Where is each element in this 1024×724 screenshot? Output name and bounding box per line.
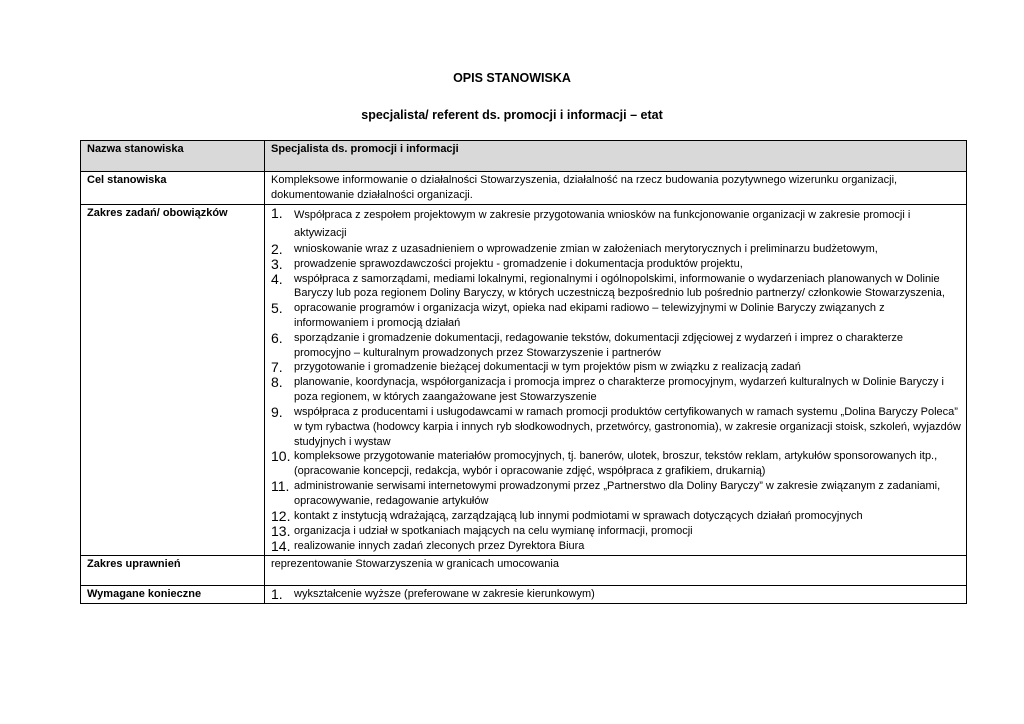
list-item <box>271 331 962 361</box>
list-number: 1. <box>271 585 283 602</box>
document-subtitle: specjalista/ referent ds. promocji i informacji – etat <box>361 108 663 122</box>
list-item <box>271 375 962 405</box>
list-text: współpraca z samorządami, mediami lokalnymi, regionalnymi i ogólnopolskimi, informowanie o wydarzeniach planowanych w Dolinie Baryczy lub poza regionem Doliny Baryczy, w których uczestniczą bezpośrednio lub pośrednio partnerzy/ członkowie Stowarzyszenia, <box>294 272 945 300</box>
list-number: 11. <box>271 477 290 494</box>
list-item <box>271 301 962 331</box>
list-item <box>271 257 962 272</box>
job-description-table <box>80 140 967 604</box>
list-number: 8. <box>271 374 283 391</box>
table-row <box>81 204 967 555</box>
list-item <box>271 479 962 509</box>
required-label: Wymagane konieczne <box>81 585 265 603</box>
list-text: organizacja i udział w spotkaniach mających na celu wymianę informacji, promocji <box>294 524 693 537</box>
list-text: przygotowanie i gromadzenie bieżącej dokumentacji w tym projektów pism w związku z realizacją zadań <box>294 361 801 374</box>
list-text: Współpraca z zespołem projektowym w zakresie przygotowania wniosków na funkcjonowanie organizacji w zakresie promocji i aktywizacji <box>294 208 911 239</box>
tasks-list <box>271 206 962 554</box>
list-item <box>271 449 962 479</box>
list-number: 9. <box>271 403 283 420</box>
list-text: kontakt z instytucją wdrażającą, zarządzającą lub innymi podmiotami w sprawach dotyczących działań promocyjnych <box>294 509 863 522</box>
tasks-cell <box>265 204 967 555</box>
list-item <box>271 360 962 375</box>
list-number: 13. <box>271 522 291 539</box>
list-item <box>271 405 962 449</box>
list-item <box>271 587 962 602</box>
list-text: opracowanie programów i organizacja wizyt, opieka nad ekipami radiowo – telewizyjnymi w Dolinie Baryczy związanych z informowaniem i promocją działań <box>294 302 885 329</box>
list-item <box>271 206 962 242</box>
goal-label: Cel stanowiska <box>81 172 265 205</box>
list-text: kompleksowe przygotowanie materiałów promocyjnych, tj. banerów, ulotek, broszur, tekstów reklam, artykułów sponsorowanych itp., (opracowanie koncepcji, redakcja, wybór i opracowanie zdjęć, współpraca z grafikiem, drukarnią) <box>294 450 938 478</box>
table-row <box>81 172 967 205</box>
table-row <box>81 585 967 603</box>
list-text: prowadzenie sprawozdawczości projektu - gromadzenie i dokumentacja produktów projektu, <box>294 257 743 270</box>
list-text: administrowanie serwisami internetowymi prowadzonymi przez „Partnerstwo dla Doliny Baryczy” w zakresie związanym z zadaniami, opracowywanie, redagowanie artykułów <box>294 479 941 507</box>
list-item <box>271 509 962 524</box>
list-text: sporządzanie i gromadzenie dokumentacji, redagowanie tekstów, dokumentacji zdjęciowej z wydarzeń i imprez o charakterze promocyjno – kulturalnym prowadzonych przez Stowarzyszenie i partnerów <box>294 331 903 359</box>
position-name-label: Nazwa stanowiska <box>81 141 265 172</box>
list-text: realizowanie innych zadań zleconych przez Dyrektora Biura <box>294 539 585 552</box>
list-text: współpraca z producentami i usługodawcami w ramach promocji produktów certyfikowanych w ramach systemu „Dolina Baryczy Poleca” w tym rybactwa (hodowcy karpia i innych ryb słodkowodnych, przetwórcy, gastronomia), w zakresie organizacji stoisk, szkoleń, wyjazdów studyjnych i wystaw <box>294 405 961 448</box>
tasks-label: Zakres zadań/ obowiązków <box>81 204 265 555</box>
list-number: 5. <box>271 300 283 317</box>
list-item <box>271 539 962 554</box>
list-item <box>271 242 962 257</box>
list-number: 12. <box>271 507 291 524</box>
list-number: 3. <box>271 255 283 272</box>
list-number: 1. <box>271 204 283 221</box>
goal-value: Kompleksowe informowanie o działalności Stowarzyszenia, działalność na rzecz budowania pozytywnego wizerunku organizacji, dokumentowanie działalności organizacji. <box>265 172 967 205</box>
list-number: 7. <box>271 359 283 376</box>
list-text: wnioskowanie wraz z uzasadnieniem o wprowadzenie zmian w założeniach merytorycznych i preliminarzu budżetowym, <box>294 242 878 255</box>
list-item <box>271 272 962 302</box>
document-title: OPIS STANOWISKA <box>453 71 571 85</box>
list-number: 14. <box>271 537 291 554</box>
list-text: wykształcenie wyższe (preferowane w zakresie kierunkowym) <box>294 587 595 600</box>
rights-value: reprezentowanie Stowarzyszenia w granicach umocowania <box>265 555 967 585</box>
rights-label: Zakres uprawnień <box>81 555 265 585</box>
required-list <box>271 587 962 602</box>
position-name-value: Specjalista ds. promocji i informacji <box>265 141 967 172</box>
table-row <box>81 141 967 172</box>
list-item <box>271 524 962 539</box>
list-number: 10. <box>271 448 291 465</box>
list-number: 2. <box>271 240 283 257</box>
table-row <box>81 555 967 585</box>
list-number: 6. <box>271 329 283 346</box>
required-cell <box>265 585 967 603</box>
list-text: planowanie, koordynacja, współorganizacja i promocja imprez o charakterze promocyjnym, wydarzeń kulturalnych w Dolinie Baryczy i poza regionem, w których zaangażowane jest Stowarzyszenie <box>294 376 944 404</box>
list-number: 4. <box>271 270 283 287</box>
